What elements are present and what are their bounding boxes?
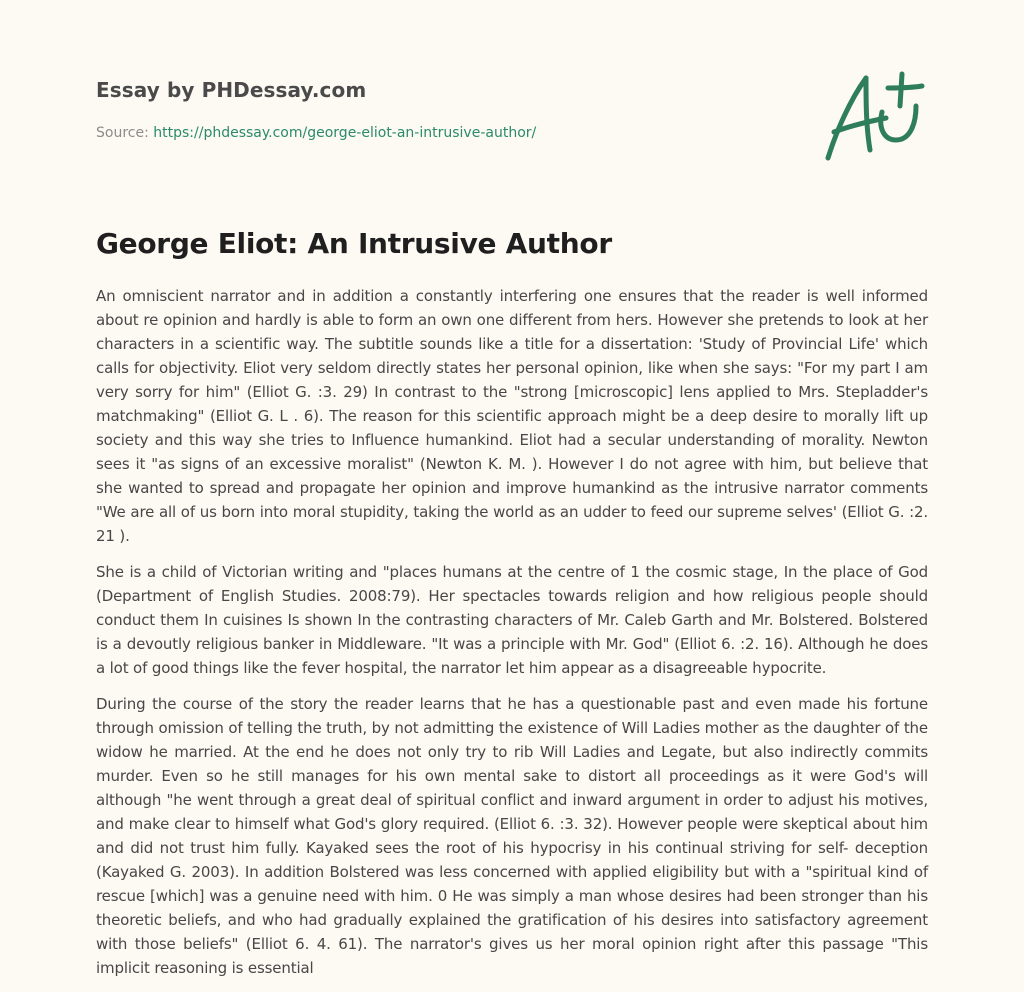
site-title: Essay by PHDessay.com	[96, 78, 367, 102]
paragraph-1: An omniscient narrator and in addition a constantly interfering one ensures that the reader is well informed about re opinion and hardly is able to form an own one different from hers. However she pretends to look at her characters in a scientific way. The subtitle sounds like a title for a dissertation: 'Study of Provincial Life' which calls for objectivity. Eliot very seldom directly states her personal opinion, like when she says: "For my part I am very sorry for him" (Elliot G. :3. 29) In contrast to the "strong [microscopic] lens applied to Mrs. Stepladder's matchmaking" (Elliot G. L . 6). The reason for this scientific approach might be a deep desire to morally lift up society and this way she tries to Influence humankind. Eliot had a secular understanding of morality. Newton sees it "as signs of an excessive moralist" (Newton K. M. ). However I do not agree with him, but believe that she wanted to spread and propagate her opinion and improve humankind as the intrusive narrator comments "We are all of us born into moral stupidity, taking the world as an udder to feed our supreme selves' (Elliot G. :2. 21 ).	[96, 287, 928, 545]
a-plus-logo-icon	[820, 66, 930, 166]
source-line	[96, 124, 796, 142]
paragraph-3: During the course of the story the reader learns that he has a questionable past and even made his fortune through omission of telling the truth, by not admitting the existence of Will Ladies mother as the daughter of the widow he married. At the end he does not only try to rib Will Ladies and Legate, but also indirectly commits murder. Even so he still manages for his own mental sake to distort all proceedings as it were God's will although "he went through a great deal of spiritual conflict and inward argument in order to adjust his motives, and make clear to himself what God's glory required. (Elliot 6. :3. 32). However people were skeptical about him and did not trust him fully. Kayaked sees the root of his hypocrisy in his continual striving for self- deception (Kayaked G. 2003). In addition Bolstered was less concerned with applied eligibility but with a "spiritual kind of rescue [which] was a genuine need with him. 0 He was simply a man whose desires had been stronger than his theoretic beliefs, and who had gradually explained the gratification of his desires into satisfactory agreement with those beliefs" (Elliot 6. 4. 61). The narrator's gives us her moral opinion right after this passage "This implicit reasoning is essential	[96, 695, 928, 977]
page-title: George Eliot: An Intrusive Author	[96, 227, 612, 260]
paragraph-2: She is a child of Victorian writing and "places humans at the centre of 1 the cosmic stage, In the place of God (Department of English Studies. 2008:79). Her spectacles towards religion and how religious people should conduct them In cuisines Is shown In the contrasting characters of Mr. Caleb Garth and Mr. Bolstered. Bolstered is a devoutly religious banker in Middleware. "It was a principle with Mr. God" (Elliot 6. :2. 16). Although he does a lot of good things like the fever hospital, the narrator let him appear as a disagreeable hypocrite.	[96, 563, 928, 677]
page-header	[96, 76, 796, 142]
article-body	[96, 284, 928, 992]
source-link[interactable]: https://phdessay.com/george-eliot-an-intrusive-author/	[153, 125, 537, 141]
source-label: Source:	[96, 125, 149, 141]
